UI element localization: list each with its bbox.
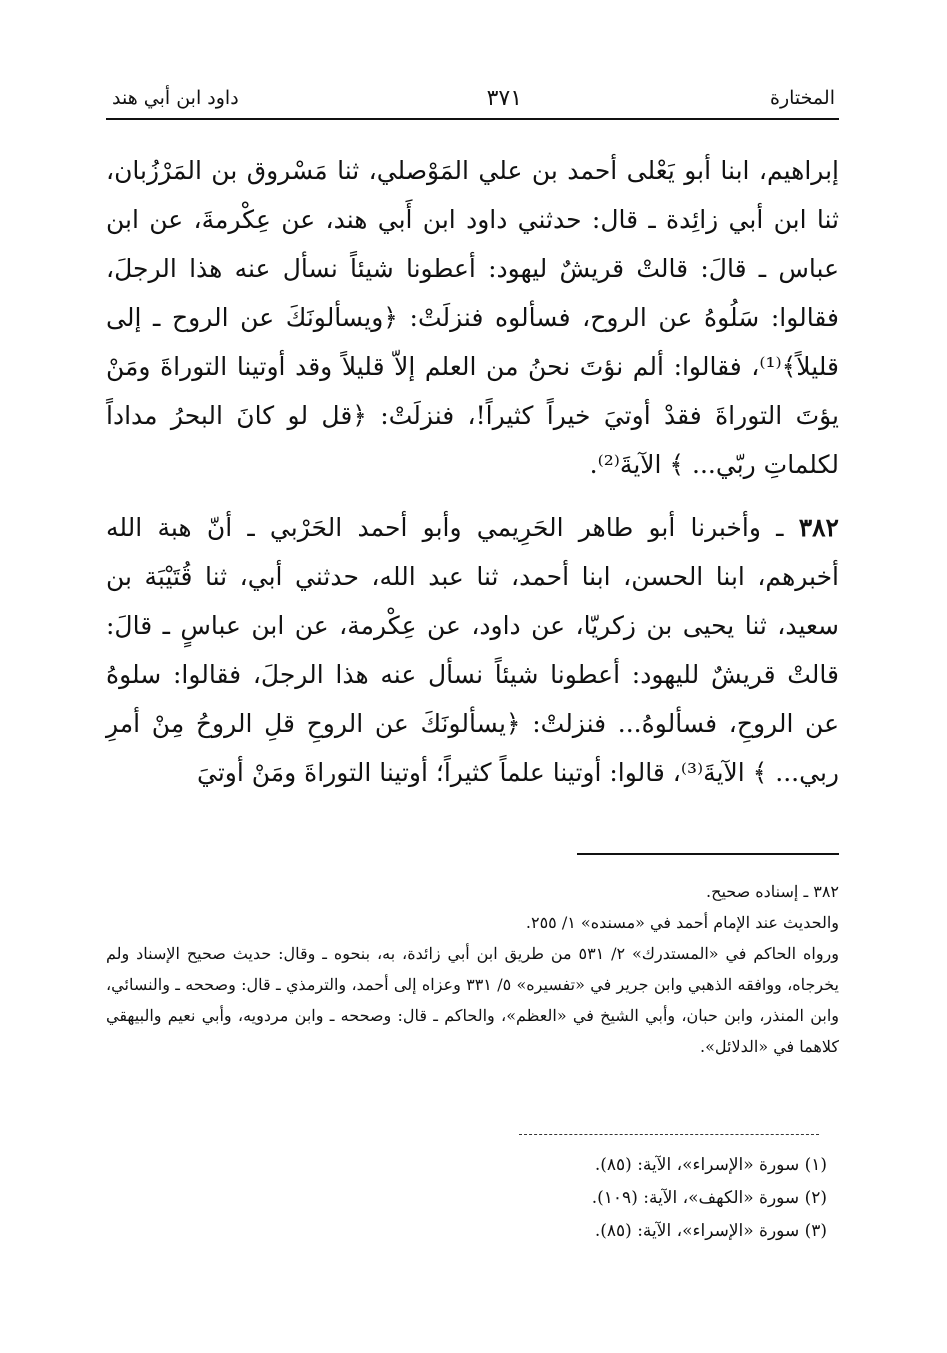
running-header bbox=[112, 78, 835, 118]
paragraph-381-continuation: إبراهيم، ابنا أبو يَعْلى أحمد بن علي المَوْصلي، ثنا مَسْروق بن المَرْزُبان، ثنا ابن أبي زائِدة ـ قال: حدثني داود ابن أَبي هند، عن عِكْرمةَ، عن ابن عباس ـ قالَ: قالتْ قريشٌ ليهود: أعطونا شيئاً نسأل عنه هذا الرجلَ، فقالوا: سَلُوهُ عن الروح، فسألوه فنزلَتْ: ﴿ويسألونَكَ عن الروح ـ إلى قليلاً﴾⁽¹⁾، فقالوا: ألم نؤتَ نحنُ من العلم إلاّ قليلاً وقد أوتينا التوراةَ ومَنْ يؤتَ التوراةَ فقدْ أوتيَ خيراً كثيراً!، فنزلَتْ: ﴿قل لو كانَ البحرُ مداداً لكلماتِ ربّي... ﴾ الآيةَ⁽²⁾. bbox=[106, 156, 840, 479]
commentary-line: ورواه الحاكم في «المستدرك» ٢/ ٥٣١ من طريق ابن أبي زائدة، به، بنحوه ـ وقال: حديث صحيح الإسناد ولم يخرجاه، ووافقه الذهبي وابن جرير في «تفسيره» ٥/ ٣٣١ وعزاه إلى أحمد، والترمذي ـ قال: وصححه ـ والنسائي، وابن المنذر، وابن حبان، وأبي الشيخ في «العظم»، والحاكم ـ قال: وصححه ـ وابن مردويه، وأبي نعيم والبيهقي كلاهما في «الدلائل». bbox=[106, 944, 840, 1056]
footnote-separator bbox=[577, 853, 839, 855]
commentary-notes bbox=[106, 876, 839, 1062]
header-section-title: داود ابن أبي هند bbox=[112, 87, 239, 109]
main-text bbox=[106, 146, 839, 797]
header-chapter-title: المختارة bbox=[770, 87, 835, 109]
paragraph-382 bbox=[106, 503, 839, 797]
commentary-line: والحديث عند الإمام أحمد في «مسنده» ١/ ٢٥٥. bbox=[525, 913, 839, 932]
page-number: ٣٧١ bbox=[486, 85, 523, 111]
header-rule bbox=[106, 118, 839, 120]
reference-item: (٢) سورة «الكهف»، الآية: (١٠٩). bbox=[591, 1188, 827, 1208]
commentary-line: ٣٨٢ ـ إسناده صحيح. bbox=[706, 882, 839, 901]
quran-references bbox=[106, 1149, 827, 1248]
hadith-number: ٣٨٢ bbox=[798, 513, 839, 542]
reference-item: (١) سورة «الإسراء»، الآية: (٨٥). bbox=[594, 1155, 827, 1175]
reference-item: (٣) سورة «الإسراء»، الآية: (٨٥). bbox=[594, 1221, 827, 1241]
paragraph-382-text: ـ وأخبرنا أبو طاهر الحَرِيمي وأبو أحمد الحَرْبي ـ أنّ هبة الله أخبرهم، ابنا الحسن، ابنا أحمد، ثنا عبد الله، حدثني أبي، ثنا قُتَيْبَة بن سعيد، ثنا يحيى بن زكريّا، عن داود، عن عِكْرمة، عن ابن عباسٍ ـ قالَ: قالتْ قريشٌ لليهود: أعطونا شيئاً نسأل عنه هذا الرجلَ، فقالوا: سلوهُ عن الروحِ، فسألوهُ... فنزلتْ: ﴿يسألونَكَ عن الروحِ قلِ الروحُ مِنْ أمرِ ربي... ﴾ الآيةَ⁽³⁾، قالوا: أوتينا علماً كثيراً؛ أوتينا التوراةَ ومَنْ أوتيَ bbox=[106, 513, 839, 787]
references-separator bbox=[519, 1134, 819, 1135]
